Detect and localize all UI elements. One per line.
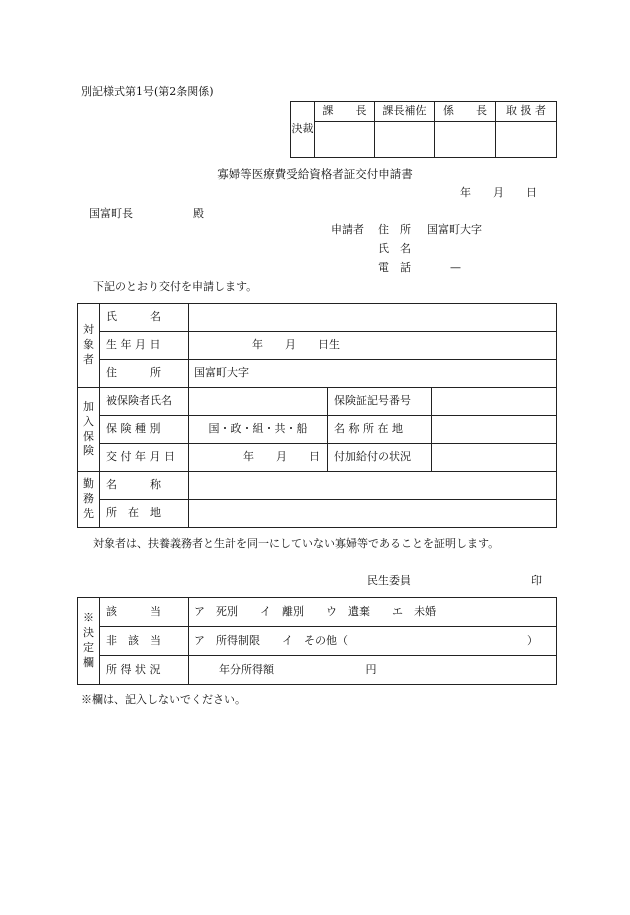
insurance-issue-field[interactable] xyxy=(189,444,328,472)
applicant-address-label: 住 所 xyxy=(378,223,411,236)
target-address-value: 国富町大字 xyxy=(194,366,249,380)
approval-header-assistant: 課長補佐 xyxy=(375,102,435,122)
decision-applicable-field[interactable] xyxy=(189,598,557,627)
decision-income-unit: 円 xyxy=(365,662,377,676)
form-title: 寡婦等医療費受給資格者証交付申請書 xyxy=(217,167,413,181)
intro-text: 下記のとおり交付を申請します。 xyxy=(93,280,258,293)
decision-not-applicable-label: 非 該 当 xyxy=(100,627,189,656)
workplace-location-label: 所 在 地 xyxy=(100,500,189,528)
target-name-field[interactable] xyxy=(189,304,557,332)
decision-not-applicable-close: ） xyxy=(527,633,538,647)
form-number: 別記様式第1号(第2条関係) xyxy=(81,85,214,98)
decision-income-field[interactable] xyxy=(189,656,557,685)
approval-stamp-handler[interactable] xyxy=(496,122,557,158)
workplace-group-label: 勤務先 xyxy=(78,472,100,528)
decision-income-label: 所 得 状 況 xyxy=(100,656,189,685)
approval-header-handler: 取 扱 者 xyxy=(496,102,557,122)
insurance-issue-value: 年 月 日 xyxy=(243,450,320,464)
insured-name-label: 被保険者氏名 xyxy=(100,388,189,416)
insurance-additional-field[interactable] xyxy=(432,444,557,472)
insurance-office-field[interactable] xyxy=(432,416,557,444)
honorific: 殿 xyxy=(193,207,204,220)
certification-text: 対象者は、扶養義務者と生計を同一にしていない寡婦等であることを証明します。 xyxy=(93,537,500,550)
decision-income-value: 年分所得額 xyxy=(219,662,274,676)
insurance-additional-label: 付加給付の状況 xyxy=(328,444,432,472)
approval-stamp-subchief[interactable] xyxy=(435,122,496,158)
decision-group-label: ※決定欄 xyxy=(78,598,100,685)
date-line[interactable]: 年 月 日 xyxy=(460,186,537,199)
target-name-label: 氏 名 xyxy=(100,304,189,332)
target-group-label: 対象者 xyxy=(78,304,100,388)
target-birth-value: 年 月 日生 xyxy=(252,338,340,352)
commissioner-label: 民生委員 xyxy=(367,574,411,587)
insurance-type-field[interactable]: 国・政・組・共・船 xyxy=(189,416,328,444)
target-birth-field[interactable] xyxy=(189,332,557,360)
approval-header-subchief: 係 長 xyxy=(435,102,496,122)
insurance-symbol-field[interactable] xyxy=(432,388,557,416)
applicant-phone-label: 電 話 xyxy=(378,261,411,274)
target-address-field[interactable] xyxy=(189,360,557,388)
insurance-type-label: 保 険 種 別 xyxy=(100,416,189,444)
footnote: ※欄は、記入しないでください。 xyxy=(81,693,246,706)
target-address-label: 住 所 xyxy=(100,360,189,388)
addressee: 国富町長 xyxy=(89,207,133,220)
insurance-symbol-label: 保険証記号番号 xyxy=(328,388,432,416)
decision-table xyxy=(77,597,557,685)
applicant-address-value[interactable]: 国富町大字 xyxy=(427,223,482,236)
approval-table xyxy=(290,101,557,158)
main-form-table xyxy=(77,303,557,528)
applicant-name-label: 氏 名 xyxy=(378,242,411,255)
workplace-name-label: 名 称 xyxy=(100,472,189,500)
approval-stamp-chief[interactable] xyxy=(315,122,375,158)
insurance-issue-label: 交 付 年 月 日 xyxy=(100,444,189,472)
insured-name-field[interactable] xyxy=(189,388,328,416)
applicant-label: 申請者 xyxy=(331,223,364,236)
approval-header-chief: 課 長 xyxy=(315,102,375,122)
approval-stamp-assistant[interactable] xyxy=(375,122,435,158)
insurance-group-label: 加入保険 xyxy=(78,388,100,472)
decision-not-applicable-field[interactable] xyxy=(189,627,557,656)
seal-mark: 印 xyxy=(531,574,542,587)
applicant-phone-dash[interactable]: — xyxy=(450,261,461,274)
decision-not-applicable-value: ア 所得制限 イ その他（ xyxy=(194,633,348,647)
target-birth-label: 生 年 月 日 xyxy=(100,332,189,360)
decision-applicable-label: 該 当 xyxy=(100,598,189,627)
decision-applicable-value: ア 死別 イ 離別 ウ 遺棄 エ 未婚 xyxy=(194,604,436,618)
workplace-location-field[interactable] xyxy=(189,500,557,528)
approval-label: 決裁 xyxy=(291,102,315,158)
insurance-office-label: 名 称 所 在 地 xyxy=(328,416,432,444)
workplace-name-field[interactable] xyxy=(189,472,557,500)
